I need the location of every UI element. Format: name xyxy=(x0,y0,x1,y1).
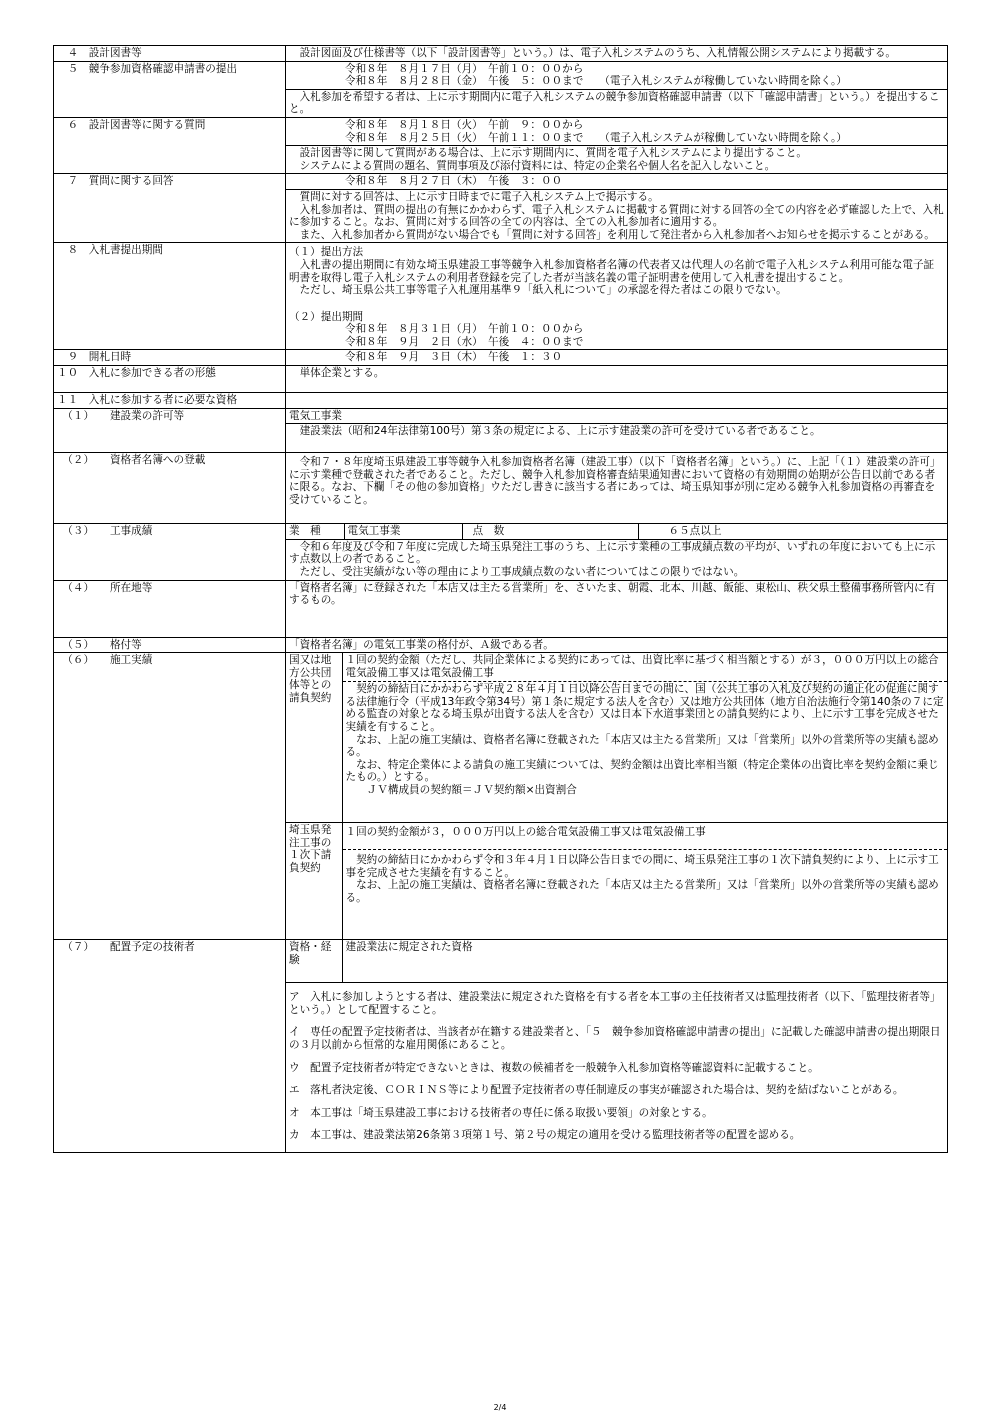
row-content: 設計図書等に関して質問がある場合は、上に示す期間内に、質問を電子入札システムにより提出すること。 システムによる質問の題名、質問事項及び添付資料には、特定の企業名や個人名を記入しないこと。 xyxy=(286,146,948,174)
period-end: 令和８年 ８月２８日（金） 午後 ５：００まで （電子入札システムが稼働していない時間を除く。） xyxy=(345,75,847,88)
period-start: 令和８年 ８月１７日（月） 午前１０：００から xyxy=(345,62,584,75)
row-rank: （５） 格付等 「資格者名簿」の電気工事業の格付が、Ａ級である者。 xyxy=(54,637,948,653)
row-location: （４） 所在地等 「資格者名簿」に登録された「本店又は主たる営業所」を、さいたま、朝霞、北本、川越、飯能、東松山、秩父県土整備事務所管内に有するもの。 xyxy=(54,580,948,637)
row-qualifications xyxy=(54,393,948,409)
row-content: 設計図面及び仕様書等（以下「設計図書等」という。）は、電子入札システムのうち、入札情報公開システムにより掲載する。 xyxy=(286,46,948,62)
page-number: 2/4 xyxy=(493,1403,507,1412)
row-label: ６ 設計図書等に関する質問 xyxy=(54,117,286,173)
row-questions xyxy=(54,117,948,145)
row-label: ５ 競争参加資格確認申請書の提出 xyxy=(54,61,286,117)
row-label: １０ 入札に参加できる者の形態 xyxy=(54,366,286,393)
row-label: （１） 建設業の許可等 xyxy=(54,408,286,453)
row-design-documents xyxy=(54,46,948,62)
row-period: 令和８年 ８月２７日（木） 午後 ３：００ xyxy=(286,174,948,190)
row-label: （４） 所在地等 xyxy=(54,580,286,637)
record-type-subcontract: 埼玉県発注工事の１次下請負契約 xyxy=(286,823,342,940)
row-bid-period xyxy=(54,243,948,350)
row-answers xyxy=(54,174,948,190)
row-label: ８ 入札書提出期間 xyxy=(54,243,286,350)
row-period xyxy=(286,117,948,145)
row-content: 入札参加を希望する者は、上に示す期間内に電子入札システムの競争参加資格確認申請書（以下「確認申請書」という。）を提出すること。 xyxy=(286,89,948,117)
row-opening-date: ９ 開札日時 令和８年 ９月 ３日（木） 午後 １：３０ xyxy=(54,350,948,366)
row-label: （７） 配置予定の技術者 xyxy=(54,940,286,1153)
row-license: （１） 建設業の許可等 電気工事業 xyxy=(54,408,948,424)
row-construction-record: （６） 施工実績 国又は地方公共団体等との請負契約 １回の契約金額（ただし、共同企業体による契約にあっては、出資比率に基づく相当額とする）が３，０００万円以上の総合電気設備工事又は電気設備工事 契約の締結日にかかわらず平成２８年４月１日以降公告日までの間に、国（公共工事の入札及び契約の適正化の促進に関する法律施行令（平成13年政令第34号）第１条に規定する法人を含む）又は地方公共団体（地方自治法施行令第140条の７に定める監査の対象となる埼玉県が出資する法人を含む）又は日本下水道事業団との請負契約により、上に示す工事を完成させた実績を有すること。 なお、上記の施工実績は、資格者名簿に登載された「本店又は主たる営業所」又は「営業所」以外の営業所等の実績も認める。 なお、特定企業体による請負の施工実績については、契約金額は出資比率相当額（特定企業体の出資比率を契約金額に乗じたもの。）とする。 ＪＶ構成員の契約額＝ＪＶ契約額×出資割合 埼玉県発注工事の１次下請負契約 １回の契約金額が３，０００万円以上の総合電気設備工事又は電気設備工事 契約の締結日にかかわらず令和３年４月１日以降公告日までの間に、埼玉県発注工事の１次下請負契約により、上に示す工事を完成させた実績を有すること。 なお、上記の施工実績は、資格者名簿に登載された「本店又は主たる営業所」又は「営業所」以外の営業所等の実績も認める。 xyxy=(54,653,948,940)
period-end: 令和８年 ８月２５日（火） 午前１１：００まで （電子入札システムが稼働していない時間を除く。） xyxy=(345,131,847,144)
row-label: ９ 開札日時 xyxy=(54,350,286,366)
row-period xyxy=(286,61,948,89)
row-label: （２） 資格者名簿への登載 xyxy=(54,453,286,524)
conditions-table: ４ 設計図書等 設計図面及び仕様書等（以下「設計図書等」という。）は、電子入札システムのうち、入札情報公開システムにより掲載する。 ５ 競争参加資格確認申請書の提出 令和８年 ８月１７日（月） 午前１０：００から 令和８年 ８月２８日（金） 午後 ５：００まで （電子入札システムが稼働していない時間を除く。） 入札参加を希望する者は、上に示す期間内に電子入札システムの競争参加資格確認申請書（以下「確認申請書」という。）を提出すること。 ６ 設計図書等に関する質問 令和８年 ８月１８日（火） 午前 ９：００から 令和８年 ８月２５日（火） 午前１１：００まで （電子入札システムが稼働していない時間を除く。） 設計図書等に関して質問がある場合は、上に示す期間内に、質問を電子入札システムにより提出すること。 システムによる質問の題名、質問事項及び添付資料には、特定の企業名や個人名を記入しないこと。 ７ 質問に関する回答 令和８年 ８月２７日（木） 午後 ３：００ 質問に対する回答は、上に示す日時までに電子入札システム上で掲示する。 入札参加者は、質問の提出の有無にかかわらず、電子入札システムに掲載する質問に対する回答の全ての内容を必ず確認した上で、入札に参加すること。なお、質問に対する回答の全ての内容は、全ての入札参加者に適用する。 また、入札参加者から質問がない場合でも「質問に対する回答」を利用して発注者から入札参加者へお知らせを掲示することがある。 ８ 入札書提出期間 （１）提出方法 入札書の提出期間に有効な埼玉県建設工事等競争入札参加資格者名簿の代表者又は代理人の名前で電子入札システム利用可能な電子証明書を取得し電子入札システムの利用者登録を完了した者が当該名義の電子証明書を使用して入札書を提出すること。 ただし、埼玉県公共工事等電子入札運用基準９「紙入札について」の承認を得た者はこの限りでない。 （２）提出期間 令和８年 ８月３１日（月） 午前１０：００から 令和８年 ９月 ２日（水） 午後 ４：００まで ９ 開札日時 令和８年 ９月 ３日（木） 午後 １：３０ １０ 入札に参加できる者の形態 単体企業とする。 １１ 入札に参加する者に必要な資格 （１） 建設業の許可等 電気工事業 建設業法（昭和24年法律第100号）第３条の規定による、上に示す建設業の許可を受けている者であること。 （２） 資格者名簿への登載 令和７・８年度埼玉県建設工事等競争入札参加資格者名簿（建設工事）（以下「資格者名簿」という。）に、上記「（１）建設業の許可」に示す業種で登載された者であること。ただし、競争入札参加資格審査結果通知書において資格の有効期間の始期が公告日以前である者に限る。なお、下欄「その他の参加資格」ウただし書きに該当する者にあっては、埼玉県知事が別に定める競争入札参加資格の再審査を受けていること。 （３） 工事成績 業 種 電気工事業 点 数 ６５点以上 令和６年度及び令和７年度に完成した埼玉県発注工事のうち、上に示す業種の工事成績点数の平均が、いずれの年度においても上に示す点数以上の者であること。 ただし、受注実績がない等の理由により工事成績点数のない者についてはこの限りではない。 （４） 所在地等 「資格者名簿」に登録された「本店又は主たる営業所」を、さいたま、朝霞、北本、川越、飯能、東松山、秩父県土整備事務所管内に有するもの。 （５） 格付等 「資格者名簿」の電気工事業の格付が、Ａ級である者。 （６） 施工実績 国又は地方公共団体等との請負契約 １回の契約金額（ただし、共同企業体による契約にあっては、出資比率に基づく相当額とする）が３，０００万円以上の総合電気設備工事又は電気設備工事 契約の締結日にかかわらず平成２８年４月１日以降公告日までの間に、国（公共工事の入札及び契約の適正化の促進に関する法律施行令（平成13年政令第34号）第１条に規定する法人を含む）又は地方公共団体（地方自治法施行令第140条の７に定める監査の対象となる埼玉県が出資する法人を含む）又は日本下水道事業団との請負契約により、上に示す工事を完成させた実績を有すること。 なお、上記の施工実績は、資格者名簿に登載された「本店又は主たる営業所」又は「営業所」以外の営業所等の実績も認める。 なお、特定企業体による請負の施工実績については、契約金額は出資比率相当額（特定企業体の出資比率を契約金額に乗じたもの。）とする。 ＪＶ構成員の契約額＝ＪＶ契約額×出資割合 埼玉県発注工事の１次下請負契約 １回の契約金額が３，０００万円以上の総合電気設備工事又は電気設備工事 契約の締結日にかかわらず令和３年４月１日以降公告日までの間に、埼玉県発注工事の１次下請負契約により、上に示す工事を完成させた実績を有すること。 なお、上記の施工実績は、資格者名簿に登載された「本店又は主たる営業所」又は「営業所」以外の営業所等の実績も認める。 （７） 配置予定の技術者 資格・経験 建設業法に規定された資格 ア 入札に参加しようとする者は、建設業法に規定された資格を有する者を本工事の主任技術者又は監理技術者（以下、「監理技術者等」という。）として配置すること。 イ 専任の配置予定技術者は、当該者が在籍する建設業者と、「５ 競争参加資格確認申請書の提出」に記載した確認申請書の提出期限日の３月以前から恒常的な雇用関係にあること。 ウ 配置予定技術者が特定できないときは、複数の候補者を一般競争入札参加資格等確認資料に記載すること。 エ 落札者決定後、ＣＯＲＩＮＳ等により配置予定技術者の専任制違反の事実が確認された場合は、契約を結ばないことがある。 オ 本工事は「埼玉県建設工事における技術者の専任に係る取扱い要領」の対象とする。 カ 本工事は、建設業法第26条第３項第１号、第２号の規定の適用を受ける監理技術者等の配置を認める。 xyxy=(53,45,948,1153)
row-application-submission xyxy=(54,61,948,89)
row-content: 質問に対する回答は、上に示す日時までに電子入札システム上で掲示する。 入札参加者は、質問の提出の有無にかかわらず、電子入札システムに掲載する質問に対する回答の全ての内容を必ず確認した上で、入札に参加すること。なお、質問に対する回答の全ての内容は、全ての入札参加者に適用する。 また、入札参加者から質問がない場合でも「質問に対する回答」を利用して発注者から入札参加者へお知らせを掲示することがある。 xyxy=(286,189,948,242)
row-label: （６） 施工実績 xyxy=(54,653,286,940)
record-type-public: 国又は地方公共団体等との請負契約 xyxy=(286,653,342,823)
row-performance-score: （３） 工事成績 業 種 電気工事業 点 数 ６５点以上 xyxy=(54,524,948,540)
row-label: （３） 工事成績 xyxy=(54,524,286,580)
row-label: ４ 設計図書等 xyxy=(54,46,286,62)
notice-document xyxy=(53,45,947,1153)
period-start: 令和８年 ８月１８日（火） 午前 ９：００から xyxy=(345,118,584,131)
row-registry: （２） 資格者名簿への登載 令和７・８年度埼玉県建設工事等競争入札参加資格者名簿（建設工事）（以下「資格者名簿」という。）に、上記「（１）建設業の許可」に示す業種で登載された者であること。ただし、競争入札参加資格審査結果通知書において資格の有効期間の始期が公告日以前である者に限る。なお、下欄「その他の参加資格」ウただし書きに該当する者にあっては、埼玉県知事が別に定める競争入札参加資格の再審査を受けていること。 xyxy=(54,453,948,524)
row-participant-form: １０ 入札に参加できる者の形態 単体企業とする。 xyxy=(54,366,948,393)
row-label: ７ 質問に関する回答 xyxy=(54,174,286,243)
row-content: （１）提出方法 入札書の提出期間に有効な埼玉県建設工事等競争入札参加資格者名簿の代表者又は代理人の名前で電子入札システム利用可能な電子証明書を取得し電子入札システムの利用者登録を完了した者が当該名義の電子証明書を使用して入札書を提出すること。 ただし、埼玉県公共工事等電子入札運用基準９「紙入札について」の承認を得た者はこの限りでない。 （２）提出期間 令和８年 ８月３１日（月） 午前１０：００から 令和８年 ９月 ２日（水） 午後 ４：００まで xyxy=(286,243,948,350)
row-label: １１ 入札に参加する者に必要な資格 xyxy=(54,393,286,409)
row-engineer: （７） 配置予定の技術者 資格・経験 建設業法に規定された資格 ア 入札に参加しようとする者は、建設業法に規定された資格を有する者を本工事の主任技術者又は監理技術者（以下、「監理技術者等」という。）として配置すること。 イ 専任の配置予定技術者は、当該者が在籍する建設業者と、「５ 競争参加資格確認申請書の提出」に記載した確認申請書の提出期限日の３月以前から恒常的な雇用関係にあること。 ウ 配置予定技術者が特定できないときは、複数の候補者を一般競争入札参加資格等確認資料に記載すること。 エ 落札者決定後、ＣＯＲＩＮＳ等により配置予定技術者の専任制違反の事実が確認された場合は、契約を結ばないことがある。 オ 本工事は「埼玉県建設工事における技術者の専任に係る取扱い要領」の対象とする。 カ 本工事は、建設業法第26条第３項第１号、第２号の規定の適用を受ける監理技術者等の配置を認める。 xyxy=(54,940,948,1153)
row-label: （５） 格付等 xyxy=(54,637,286,653)
